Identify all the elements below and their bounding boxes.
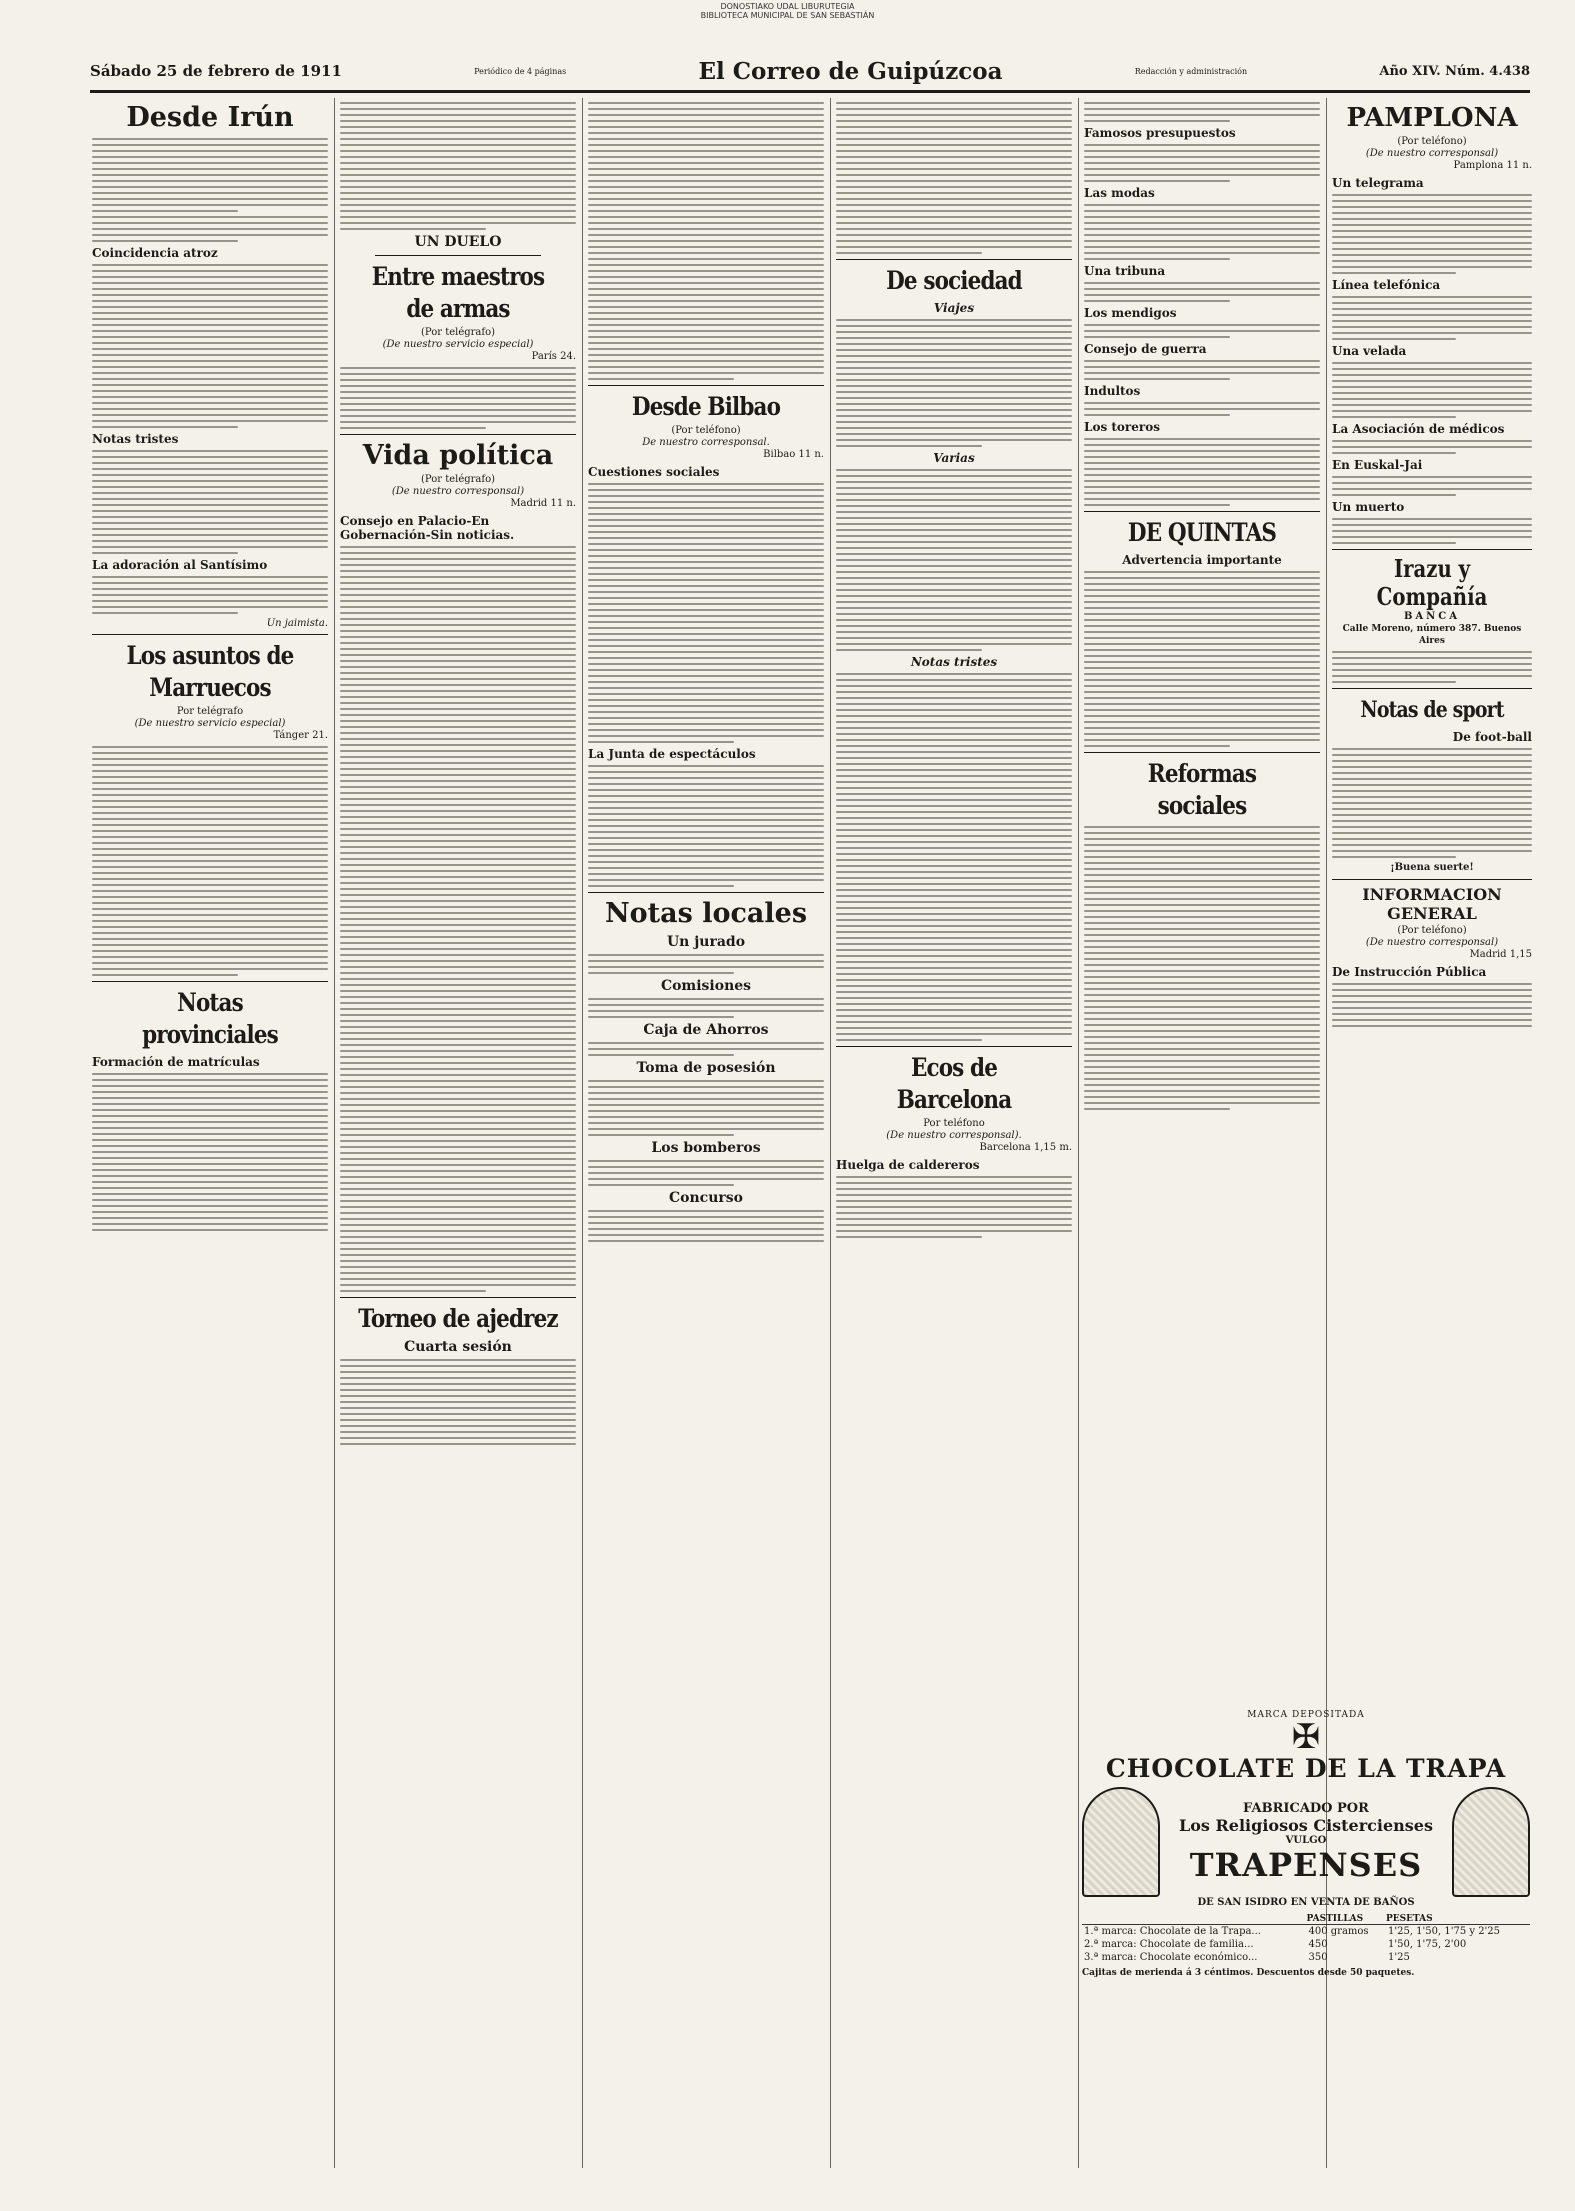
column-1 [92, 98, 328, 2198]
torneo-heading-1: Cuarta sesión [404, 1339, 512, 1355]
monk-figure-right-icon [1452, 1787, 1530, 1897]
sport-heading-1: De foot-ball [1452, 730, 1532, 744]
torneo-title: Torneo de ajedrez [358, 1304, 558, 1333]
sport-title: Notas de sport [1360, 697, 1504, 723]
barcelona-title: Ecos de Barcelona [896, 1053, 1012, 1114]
bilbao-title: Desde Bilbao [631, 392, 781, 421]
article-text [340, 102, 576, 230]
bilbao-sub: (Por teléfono) [671, 425, 741, 436]
marruecos-sub-2: (De nuestro servicio especial) [134, 718, 286, 729]
column-6 [1332, 98, 1532, 1698]
library-line-1: DONOSTIAKO UDAL LIBURUTEGIA [720, 2, 855, 11]
column-3 [588, 98, 824, 2198]
info-title: INFORMACION GENERAL [1362, 885, 1502, 923]
provinciales-title: Notas provinciales [142, 988, 278, 1049]
article-text [92, 264, 328, 428]
reformas-title: Reformas sociales [1147, 759, 1257, 820]
irun-signature: Un jaimista. [266, 618, 328, 629]
pamplona-heading-1: Un telegrama [1332, 176, 1424, 190]
pamplona-title: PAMPLONA [1346, 103, 1518, 133]
masthead [90, 54, 1530, 88]
article-text [1084, 204, 1320, 260]
column-4 [836, 98, 1072, 2198]
column-rule [582, 98, 583, 2168]
barcelona-heading-1: Huelga de caldereros [836, 1158, 980, 1172]
article-text [92, 576, 328, 614]
article-text [1332, 983, 1532, 1027]
pamplona-sub: (Por teléfono) [1397, 136, 1467, 147]
article-text [1332, 651, 1532, 683]
article-text [1084, 360, 1320, 380]
irun-title: Desde Irún [126, 102, 294, 133]
barcelona-sub-2: (De nuestro corresponsal). [886, 1130, 1022, 1141]
sociedad-heading-3: Notas tristes [910, 655, 998, 669]
duel-sub: (Por telégrafo) [420, 327, 496, 338]
article-text [836, 319, 1072, 447]
pamplona-date: Pamplona 11 n. [1453, 160, 1532, 171]
article-text [588, 483, 824, 743]
sociedad-heading-2: Varias [933, 451, 975, 465]
irun-heading-1: Coincidencia atroz [92, 246, 218, 260]
article-text [92, 746, 328, 976]
notas-locales-heading-6: Concurso [669, 1190, 743, 1206]
article-text [1332, 296, 1532, 340]
masthead-rule [90, 90, 1530, 93]
ad-emblem [1082, 1787, 1530, 1897]
article-text [588, 1160, 824, 1186]
notas-locales-heading-1: Un jurado [666, 934, 746, 950]
irun-heading-3: La adoración al Santísimo [92, 558, 268, 572]
article-text [588, 765, 824, 887]
ad-made-by: FABRICADO POR [1243, 1800, 1369, 1816]
info-sub: (Por teléfono) [1397, 925, 1467, 936]
issue-number: Año XIV. Núm. 4.438 [1379, 63, 1530, 79]
provinciales-heading-1: Formación de matrículas [92, 1055, 260, 1069]
cross-icon: ✠ [1291, 1717, 1321, 1757]
ad-col-pastillas: PASTILLAS [1307, 1914, 1386, 1925]
article-text [588, 1042, 824, 1056]
marruecos-date: Tánger 21. [273, 730, 328, 741]
pamplona-heading-3: Una velada [1332, 344, 1407, 358]
irun-heading-2: Notas tristes [92, 432, 179, 446]
article-text [1332, 518, 1532, 544]
article-text [1084, 438, 1320, 506]
issue-pages: Periódico de 4 páginas [474, 66, 567, 76]
vida-politica-date: Madrid 11 n. [510, 498, 576, 509]
article-text [588, 998, 824, 1018]
bilbao-heading-1: Cuestiones sociales [588, 465, 720, 479]
vida-politica-heading-1: Consejo en Palacio-En Gobernación-Sin noticias. [340, 514, 515, 542]
bilbao-date: Bilbao 11 n. [763, 449, 824, 460]
notas-locales-heading-5: Los bomberos [651, 1140, 761, 1156]
article-text [588, 1080, 824, 1136]
ad-vulgo: VULGO [1285, 1834, 1327, 1846]
vida-politica-sub: (Por telégrafo) [420, 474, 496, 485]
bilbao-heading-2: La Junta de espectáculos [588, 747, 756, 761]
article-text [588, 102, 824, 380]
ad-note: Cajitas de merienda á 3 céntimos. Descuentos desde 50 paquetes. [1082, 1968, 1415, 1978]
pamplona-heading-5: En Euskal-Jai [1332, 458, 1423, 472]
sociedad-title: De sociedad [886, 266, 1022, 295]
article-text [340, 1359, 576, 1445]
column-5 [1084, 98, 1320, 1698]
article-text [588, 954, 824, 974]
col5-heading-6: Indultos [1084, 384, 1141, 398]
column-rule [334, 98, 335, 2168]
info-heading-1: De Instrucción Pública [1332, 965, 1487, 979]
article-text [588, 1210, 824, 1242]
marruecos-sub: Por telégrafo [176, 706, 244, 717]
bilbao-sub-2: De nuestro corresponsal. [642, 437, 770, 448]
article-text [1084, 826, 1320, 1110]
ad-place: DE SAN ISIDRO EN VENTA DE BAÑOS [1197, 1897, 1415, 1908]
duel-sub-2: (De nuestro servicio especial) [382, 339, 534, 350]
library-stamp [0, 2, 1575, 20]
table-row: 2.ª marca: Chocolate de familia... 450 1'50, 1'75, 2'00 [1084, 1939, 1467, 1950]
monk-figure-left-icon [1082, 1787, 1160, 1897]
column-2 [340, 98, 576, 2198]
notas-locales-heading-4: Toma de posesión [636, 1060, 776, 1076]
pamplona-heading-2: Línea telefónica [1332, 278, 1441, 292]
col5-heading-1: Famosos presupuestos [1084, 126, 1236, 140]
column-rule [830, 98, 831, 2168]
article-text [1084, 571, 1320, 747]
marruecos-title: Los asuntos de Marruecos [126, 641, 294, 702]
vida-politica-title: Vida política [362, 440, 554, 471]
article-text [1084, 402, 1320, 416]
sociedad-heading-1: Viajes [933, 301, 975, 315]
article-text [836, 1176, 1072, 1238]
col5-heading-5: Consejo de guerra [1084, 342, 1207, 356]
quintas-heading-1: Advertencia importante [1122, 553, 1282, 567]
paper-title: El Correo de Guipúzcoa [698, 57, 1003, 85]
notas-locales-title: Notas locales [604, 898, 808, 929]
col5-heading-7: Los toreros [1084, 420, 1160, 434]
article-text [836, 102, 1072, 254]
article-text [340, 546, 576, 1292]
article-text [1084, 102, 1320, 122]
article-text [1084, 324, 1320, 338]
issue-edition: Redacción y administración [1134, 66, 1248, 76]
article-text [836, 673, 1072, 1041]
article-text [340, 367, 576, 429]
table-row: 3.ª marca: Chocolate económico... 350 1'25 [1084, 1952, 1410, 1963]
article-text [1332, 440, 1532, 454]
bank-sub: BANCA [1403, 611, 1461, 622]
library-line-2: BIBLIOTECA MUNICIPAL DE SAN SEBASTIÁN [700, 11, 875, 20]
duel-title: Entre maestros de armas [371, 262, 545, 323]
ad-col-pesetas: PESETAS [1386, 1914, 1530, 1925]
col5-heading-3: Una tribuna [1084, 264, 1166, 278]
article-text [92, 450, 328, 554]
article-text [1084, 144, 1320, 182]
info-sub-2: (De nuestro corresponsal) [1365, 937, 1499, 948]
pamplona-heading-4: La Asociación de médicos [1332, 422, 1505, 436]
ad-brand: CHOCOLATE DE LA TRAPA [1105, 1754, 1507, 1783]
article-text [1332, 362, 1532, 418]
article-text [1332, 748, 1532, 858]
table-row: 1.ª marca: Chocolate de la Trapa... 400 gramos 1'25, 1'50, 1'75 y 2'25 [1084, 1926, 1501, 1937]
bank-address: Calle Moreno, número 387. Buenos Aires [1342, 624, 1522, 646]
notas-locales-heading-3: Caja de Ahorros [643, 1022, 769, 1038]
info-date: Madrid 1,15 [1469, 949, 1532, 960]
chocolate-advertisement [1082, 1710, 1530, 2180]
ad-makers: Los Religiosos Cistercienses [1179, 1815, 1433, 1835]
ad-name: TRAPENSES [1189, 1845, 1423, 1884]
col5-heading-2: Las modas [1084, 186, 1155, 200]
article-text [92, 138, 328, 242]
duel-date: París 24. [531, 351, 576, 362]
article-text [92, 1073, 328, 1231]
article-text [836, 469, 1072, 651]
article-text [1332, 194, 1532, 274]
article-text [1084, 282, 1320, 302]
bank-title: Irazu y Compañía [1376, 554, 1488, 611]
ad-trademark: MARCA DEPOSITADA [1247, 1710, 1365, 1720]
barcelona-sub: Por teléfono [923, 1118, 985, 1129]
vida-politica-sub-2: (De nuestro corresponsal) [391, 486, 525, 497]
pamplona-sub-2: (De nuestro corresponsal) [1365, 148, 1499, 159]
duel-kicker: UN DUELO [414, 234, 502, 250]
ad-price-table [1082, 1914, 1530, 1964]
pamplona-heading-6: Un muerto [1332, 500, 1405, 514]
notas-locales-heading-2: Comisiones [660, 978, 752, 994]
quintas-title: DE QUINTAS [1127, 518, 1277, 547]
barcelona-date: Barcelona 1,15 m. [979, 1142, 1072, 1153]
sport-closing: ¡Buena suerte! [1390, 862, 1474, 873]
issue-date: Sábado 25 de febrero de 1911 [90, 62, 342, 80]
column-rule [1078, 98, 1079, 2168]
article-text [1332, 476, 1532, 496]
col5-heading-4: Los mendigos [1084, 306, 1177, 320]
